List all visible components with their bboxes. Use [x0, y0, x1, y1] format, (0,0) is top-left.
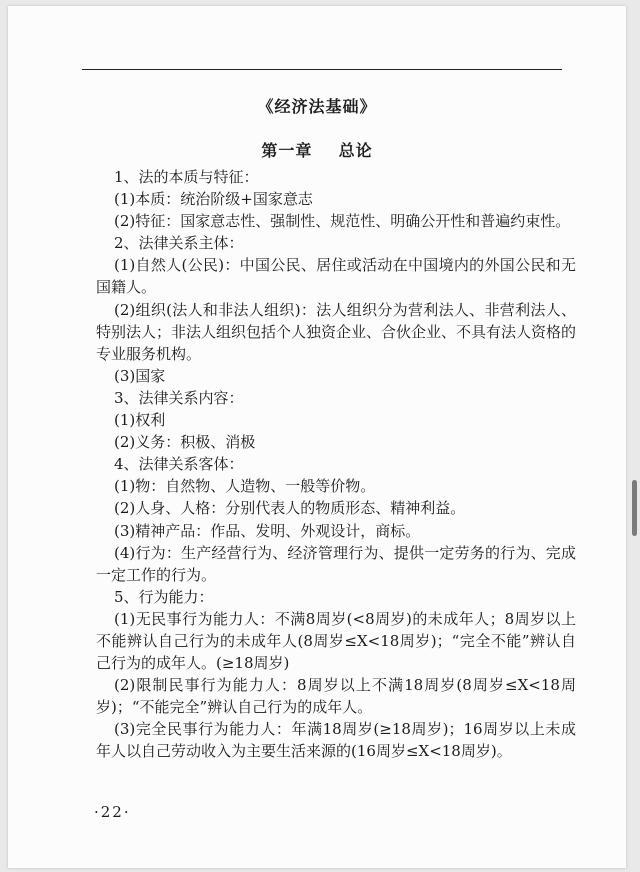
paragraph: (2)人身、人格：分别代表人的物质形态、精神利益。 [114, 499, 466, 518]
paragraph: 2、法律关系主体： [114, 234, 244, 253]
paragraph: (3)完全民事行为能力人：年满18周岁(≥18周岁)；16周岁以上未成年人以自己劳动收入为主要生活来源的(16周岁≤X<18周岁)。 [96, 720, 576, 761]
paragraph: (1)物：自然物、人造物、一般等价物。 [114, 477, 376, 496]
paragraph: (1)权利 [114, 411, 166, 430]
paragraph: (1)自然人(公民)：中国公民、居住或活动在中国境内的外国公民和无国籍人。 [96, 256, 576, 297]
body-text [96, 166, 576, 763]
document-page [8, 6, 626, 868]
paragraph: 3、法律关系内容： [114, 388, 244, 407]
paragraph: (1)无民事行为能力人：不满8周岁(<8周岁)的未成年人；8周岁以上不能辨认自己行为的未成年人(8周岁≤X<18周岁)；“完全不能”辨认自己行为的成年人。(≥18周岁) [96, 609, 576, 673]
page-number: ·22· [94, 803, 131, 821]
paragraph: 1、法的本质与特征： [114, 168, 259, 186]
paragraph: (2)特征：国家意志性、强制性、规范性、明确公开性和普遍约束性。 [114, 212, 571, 231]
header-rule [82, 69, 562, 70]
paragraph: (2)组织(法人和非法人组织)：法人组织分为营利法人、非营利法人、特别法人；非法人组织包括个人独资企业、合伙企业、不具有法人资格的专业服务机构。 [96, 300, 577, 363]
paragraph: (3)国家 [114, 366, 166, 385]
paragraph: 4、法律关系客体： [114, 455, 244, 474]
paragraph: (3)精神产品：作品、发明、外观设计，商标。 [114, 521, 421, 540]
paragraph: (2)限制民事行为能力人：8周岁以上不满18周岁(8周岁≤X<18周岁)；“不能完全”辨认自己行为的成年人。 [96, 676, 576, 717]
chapter-title: 第一章 总论 [261, 141, 373, 160]
paragraph: (4)行为：生产经营行为、经济管理行为、提供一定劳务的行为、完成一定工作的行为。 [96, 543, 576, 584]
paragraph: 5、行为能力： [114, 587, 214, 606]
book-title: 《经济法基础》 [257, 97, 377, 116]
paragraph: (1)本质：统治阶级+国家意志 [114, 190, 313, 209]
scrollbar-thumb[interactable] [632, 480, 637, 536]
paragraph: (2)义务：积极、消极 [114, 433, 256, 452]
